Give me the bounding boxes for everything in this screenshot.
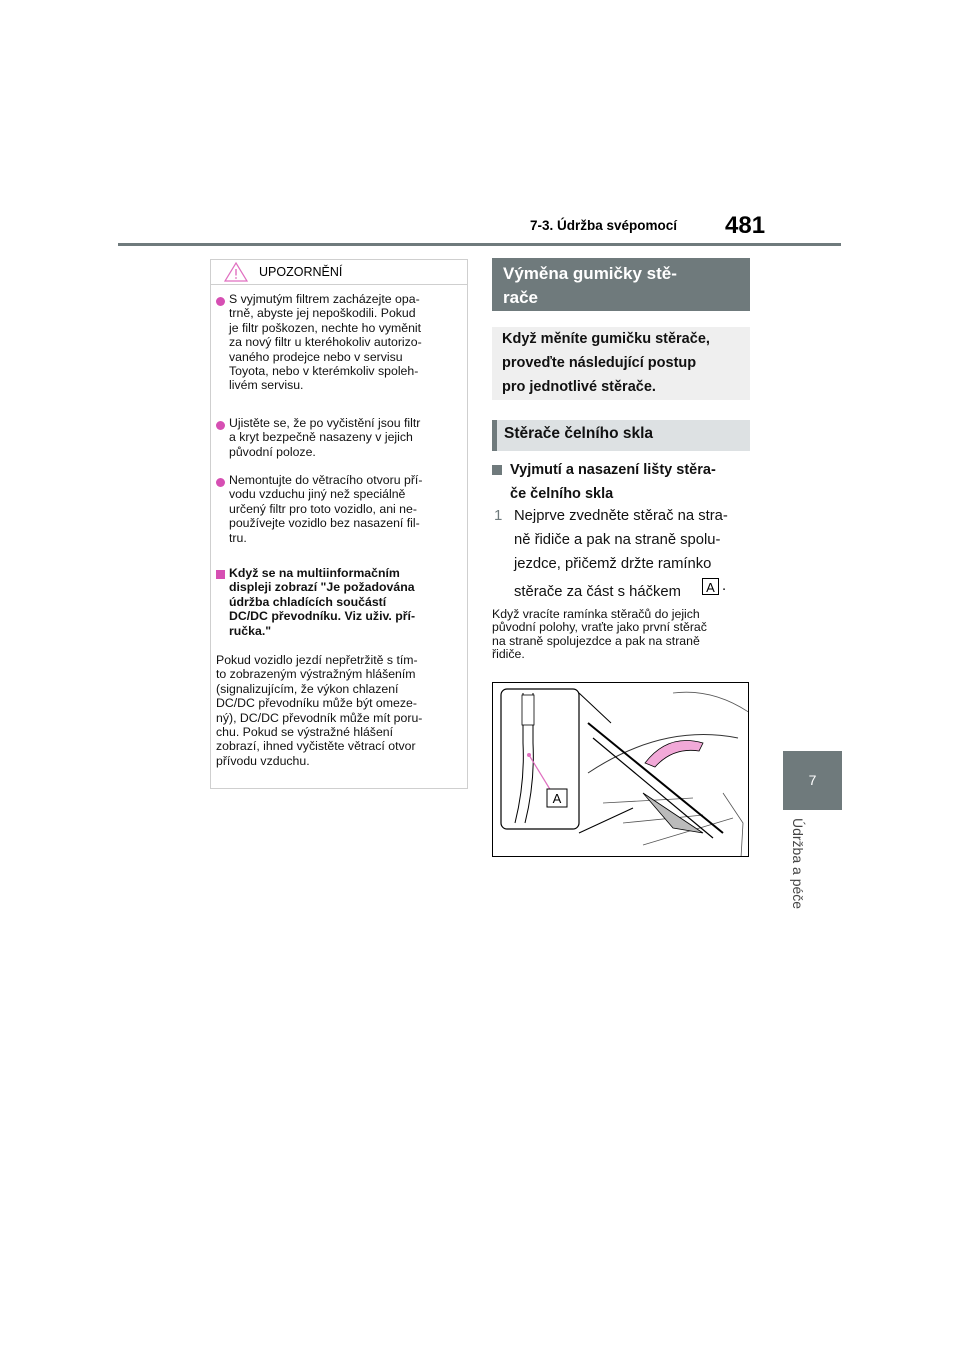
square-bullet-icon — [492, 465, 502, 475]
page-number: 481 — [725, 212, 766, 239]
main-heading: Výměna gumičky stě- rače — [503, 264, 677, 307]
header-rule — [118, 243, 841, 246]
warning-paragraph: Pokud vozidlo jezdí nepřetržitě s tím- to zobrazeným výstražným hlášením (signalizujícím, že výkon chlazení DC/DC převodníku může být omeze- ný), DC/DC převodník může mít poru- chu. Pokud se výstražné hlášení zobrazí, ihned vyčistěte větrací otvor přívodu vzduchu. — [216, 653, 423, 768]
section-title: 7-3. Údržba svépomocí — [530, 218, 678, 233]
step-label-badge: A — [702, 578, 719, 595]
warning-title: UPOZORNĚNÍ — [259, 265, 343, 279]
bullet-icon — [216, 297, 225, 306]
chapter-number: 7 — [808, 772, 817, 788]
square-bullet-icon — [216, 570, 225, 579]
section-heading: Stěrače čelního skla — [504, 425, 654, 442]
chapter-label: Údržba a péče — [790, 818, 806, 910]
step-number: 1 — [494, 507, 503, 524]
warning-bullet-1: S vyjmutým filtrem zacházejte opa- trně, abyste jej nepoškodili. Pokud je filtr poškozen, nechte ho vyměnit za nový filtr u kteréhokoliv autorizo- vaného prodejce nebo v servisu Toyota, nebo v kterémkoliv spoleh- livém servisu. — [229, 292, 422, 393]
wiper-illustration — [493, 683, 749, 857]
warning-triangle-icon — [224, 262, 248, 282]
intro-text: Když měníte gumičku stěrače, proveďte následující postup pro jednotlivé stěrače. — [502, 331, 710, 395]
bullet-icon — [216, 478, 225, 487]
warning-subheading: Když se na multiinformačním displeji zobrazí "Je požadována údržba chladících součástí DC/DC převodníku. Viz uživ. pří- ručka." — [229, 566, 416, 638]
step-text: Nejprve zvedněte stěrač na stra- ně řidiče a pak na straně spolu- jezdce, přičemž držte ramínko stěrače za část s háčkem — [514, 508, 728, 600]
warning-bullet-3: Nemontujte do větracího otvoru pří- vodu vzduchu jiný než speciálně určený filtr pro toto vozidlo, ani ne- používejte vozidlo bez nasazení fil- tru. — [229, 473, 423, 545]
note-text: Když vracíte ramínka stěračů do jejich původní polohy, vraťte jako první stěrač na straně spolujezdce a pak na straně řidiče. — [492, 607, 707, 662]
step-end: . — [722, 578, 727, 594]
section-heading-accent — [492, 420, 497, 451]
subsection-heading: Vyjmutí a nasazení lišty stěra- če čelního skla — [510, 462, 716, 502]
warning-bullet-2: Ujistěte se, že po vyčistění jsou filtr a kryt bezpečně nasazeny v jejich původní poloze. — [229, 416, 421, 459]
bullet-icon — [216, 421, 225, 430]
figure-label: A — [552, 791, 562, 806]
wiper-figure — [492, 682, 749, 857]
